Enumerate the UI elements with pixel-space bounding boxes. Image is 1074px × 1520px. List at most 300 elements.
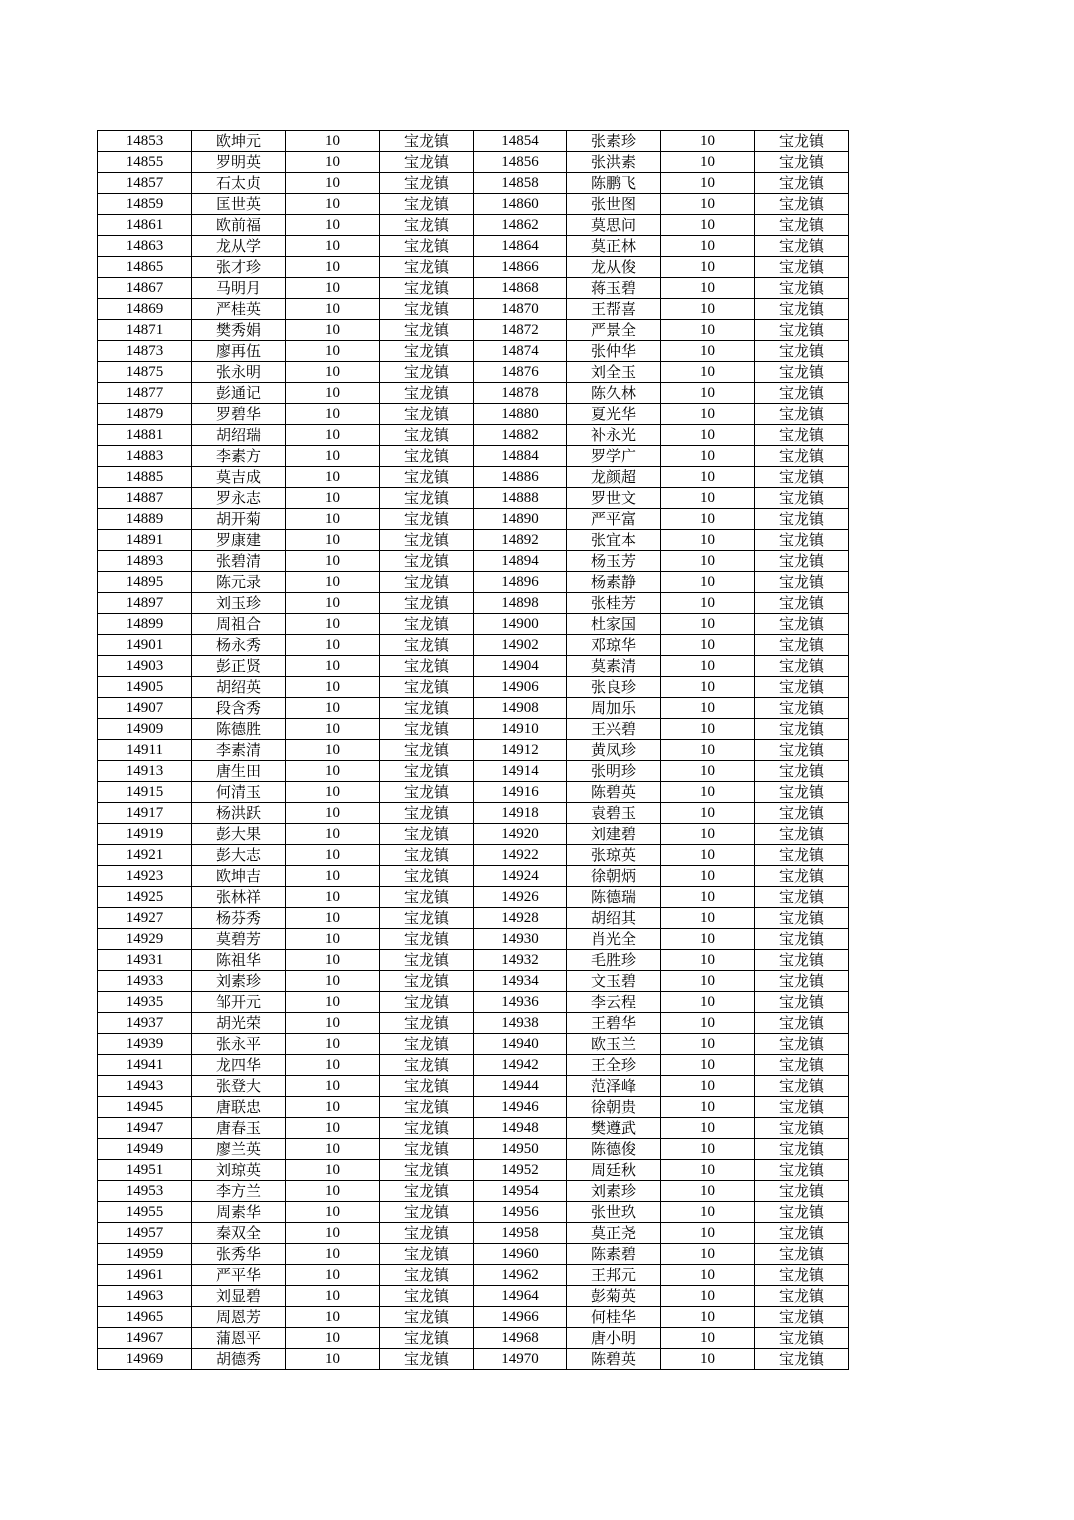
town-cell: 宝龙镇: [380, 1286, 474, 1307]
id-cell: 14888: [474, 488, 567, 509]
town-cell: 宝龙镇: [755, 404, 849, 425]
id-cell: 14965: [98, 1307, 192, 1328]
id-cell: 14867: [98, 278, 192, 299]
town-cell: 宝龙镇: [755, 131, 849, 152]
table-row: [98, 1223, 849, 1244]
table-row: [98, 488, 849, 509]
name-cell: 张世玖: [567, 1202, 661, 1223]
table-row: [98, 425, 849, 446]
town-cell: 宝龙镇: [380, 215, 474, 236]
value-cell: 10: [286, 572, 380, 593]
value-cell: 10: [286, 1328, 380, 1349]
town-cell: 宝龙镇: [755, 1223, 849, 1244]
name-cell: 龙从俊: [567, 257, 661, 278]
value-cell: 10: [286, 1139, 380, 1160]
name-cell: 莫素清: [567, 656, 661, 677]
value-cell: 10: [661, 509, 755, 530]
name-cell: 周加乐: [567, 698, 661, 719]
town-cell: 宝龙镇: [755, 509, 849, 530]
name-cell: 杨洪跃: [192, 803, 286, 824]
town-cell: 宝龙镇: [755, 278, 849, 299]
table-row: [98, 1118, 849, 1139]
town-cell: 宝龙镇: [755, 719, 849, 740]
value-cell: 10: [661, 824, 755, 845]
table-row: [98, 320, 849, 341]
town-cell: 宝龙镇: [380, 866, 474, 887]
value-cell: 10: [286, 803, 380, 824]
name-cell: 刘素珍: [192, 971, 286, 992]
id-cell: 14869: [98, 299, 192, 320]
value-cell: 10: [661, 551, 755, 572]
town-cell: 宝龙镇: [755, 740, 849, 761]
name-cell: 唐春玉: [192, 1118, 286, 1139]
id-cell: 14959: [98, 1244, 192, 1265]
table-row: [98, 803, 849, 824]
name-cell: 邹开元: [192, 992, 286, 1013]
town-cell: 宝龙镇: [755, 215, 849, 236]
name-cell: 罗明英: [192, 152, 286, 173]
value-cell: 10: [286, 194, 380, 215]
name-cell: 杜家国: [567, 614, 661, 635]
town-cell: 宝龙镇: [755, 614, 849, 635]
value-cell: 10: [661, 1328, 755, 1349]
id-cell: 14860: [474, 194, 567, 215]
id-cell: 14954: [474, 1181, 567, 1202]
town-cell: 宝龙镇: [755, 1097, 849, 1118]
value-cell: 10: [286, 215, 380, 236]
id-cell: 14892: [474, 530, 567, 551]
table-row: [98, 1286, 849, 1307]
value-cell: 10: [661, 740, 755, 761]
table-row: [98, 656, 849, 677]
town-cell: 宝龙镇: [380, 278, 474, 299]
name-cell: 胡绍英: [192, 677, 286, 698]
id-cell: 14897: [98, 593, 192, 614]
name-cell: 杨芬秀: [192, 908, 286, 929]
name-cell: 严桂英: [192, 299, 286, 320]
name-cell: 周素华: [192, 1202, 286, 1223]
id-cell: 14910: [474, 719, 567, 740]
id-cell: 14902: [474, 635, 567, 656]
town-cell: 宝龙镇: [755, 194, 849, 215]
id-cell: 14948: [474, 1118, 567, 1139]
id-cell: 14873: [98, 341, 192, 362]
town-cell: 宝龙镇: [380, 341, 474, 362]
town-cell: 宝龙镇: [755, 1265, 849, 1286]
name-cell: 龙从学: [192, 236, 286, 257]
table-row: [98, 614, 849, 635]
town-cell: 宝龙镇: [380, 1328, 474, 1349]
town-cell: 宝龙镇: [380, 1013, 474, 1034]
town-cell: 宝龙镇: [755, 152, 849, 173]
value-cell: 10: [661, 950, 755, 971]
value-cell: 10: [286, 425, 380, 446]
id-cell: 14922: [474, 845, 567, 866]
value-cell: 10: [286, 845, 380, 866]
name-cell: 王全珍: [567, 1055, 661, 1076]
name-cell: 刘显碧: [192, 1286, 286, 1307]
table-row: [98, 719, 849, 740]
name-cell: 唐小明: [567, 1328, 661, 1349]
id-cell: 14967: [98, 1328, 192, 1349]
id-cell: 14952: [474, 1160, 567, 1181]
name-cell: 杨玉芳: [567, 551, 661, 572]
town-cell: 宝龙镇: [380, 1265, 474, 1286]
name-cell: 匡世英: [192, 194, 286, 215]
id-cell: 14909: [98, 719, 192, 740]
name-cell: 彭通记: [192, 383, 286, 404]
name-cell: 罗康建: [192, 530, 286, 551]
name-cell: 邓琼华: [567, 635, 661, 656]
id-cell: 14878: [474, 383, 567, 404]
name-cell: 罗永志: [192, 488, 286, 509]
town-cell: 宝龙镇: [380, 1139, 474, 1160]
id-cell: 14856: [474, 152, 567, 173]
name-cell: 张洪素: [567, 152, 661, 173]
name-cell: 刘玉珍: [192, 593, 286, 614]
name-cell: 马明月: [192, 278, 286, 299]
town-cell: 宝龙镇: [380, 656, 474, 677]
town-cell: 宝龙镇: [755, 299, 849, 320]
value-cell: 10: [661, 404, 755, 425]
value-cell: 10: [661, 1013, 755, 1034]
town-cell: 宝龙镇: [380, 194, 474, 215]
id-cell: 14879: [98, 404, 192, 425]
value-cell: 10: [286, 1223, 380, 1244]
name-cell: 陈元录: [192, 572, 286, 593]
town-cell: 宝龙镇: [755, 1160, 849, 1181]
value-cell: 10: [661, 1202, 755, 1223]
id-cell: 14927: [98, 908, 192, 929]
id-cell: 14854: [474, 131, 567, 152]
name-cell: 陈祖华: [192, 950, 286, 971]
id-cell: 14876: [474, 362, 567, 383]
name-cell: 罗学广: [567, 446, 661, 467]
table-row: [98, 1055, 849, 1076]
id-cell: 14870: [474, 299, 567, 320]
town-cell: 宝龙镇: [755, 992, 849, 1013]
id-cell: 14939: [98, 1034, 192, 1055]
value-cell: 10: [661, 131, 755, 152]
value-cell: 10: [661, 971, 755, 992]
value-cell: 10: [661, 446, 755, 467]
name-cell: 毛胜珍: [567, 950, 661, 971]
value-cell: 10: [661, 887, 755, 908]
name-cell: 张素珍: [567, 131, 661, 152]
table-row: [98, 572, 849, 593]
value-cell: 10: [661, 866, 755, 887]
town-cell: 宝龙镇: [755, 1139, 849, 1160]
value-cell: 10: [661, 614, 755, 635]
id-cell: 14868: [474, 278, 567, 299]
value-cell: 10: [661, 1118, 755, 1139]
town-cell: 宝龙镇: [380, 1223, 474, 1244]
town-cell: 宝龙镇: [380, 383, 474, 404]
id-cell: 14935: [98, 992, 192, 1013]
name-cell: 胡开菊: [192, 509, 286, 530]
name-cell: 陈素碧: [567, 1244, 661, 1265]
town-cell: 宝龙镇: [380, 803, 474, 824]
town-cell: 宝龙镇: [380, 635, 474, 656]
town-cell: 宝龙镇: [380, 593, 474, 614]
town-cell: 宝龙镇: [380, 845, 474, 866]
value-cell: 10: [286, 1076, 380, 1097]
value-cell: 10: [286, 551, 380, 572]
name-cell: 严平富: [567, 509, 661, 530]
id-cell: 14865: [98, 257, 192, 278]
id-cell: 14970: [474, 1349, 567, 1370]
town-cell: 宝龙镇: [380, 425, 474, 446]
name-cell: 张明珍: [567, 761, 661, 782]
name-cell: 严景全: [567, 320, 661, 341]
name-cell: 欧前福: [192, 215, 286, 236]
id-cell: 14938: [474, 1013, 567, 1034]
name-cell: 李方兰: [192, 1181, 286, 1202]
table-row: [98, 194, 849, 215]
id-cell: 14898: [474, 593, 567, 614]
id-cell: 14863: [98, 236, 192, 257]
value-cell: 10: [661, 341, 755, 362]
id-cell: 14957: [98, 1223, 192, 1244]
name-cell: 张永平: [192, 1034, 286, 1055]
name-cell: 莫碧芳: [192, 929, 286, 950]
name-cell: 廖再伍: [192, 341, 286, 362]
town-cell: 宝龙镇: [755, 1286, 849, 1307]
table-row: [98, 1160, 849, 1181]
id-cell: 14955: [98, 1202, 192, 1223]
town-cell: 宝龙镇: [380, 824, 474, 845]
id-cell: 14921: [98, 845, 192, 866]
id-cell: 14953: [98, 1181, 192, 1202]
name-cell: 杨永秀: [192, 635, 286, 656]
town-cell: 宝龙镇: [380, 530, 474, 551]
name-cell: 欧坤元: [192, 131, 286, 152]
id-cell: 14949: [98, 1139, 192, 1160]
name-cell: 张才珍: [192, 257, 286, 278]
value-cell: 10: [286, 761, 380, 782]
town-cell: 宝龙镇: [380, 971, 474, 992]
value-cell: 10: [661, 173, 755, 194]
table-row: [98, 971, 849, 992]
id-cell: 14900: [474, 614, 567, 635]
table-row: [98, 1307, 849, 1328]
name-cell: 刘素珍: [567, 1181, 661, 1202]
value-cell: 10: [286, 908, 380, 929]
town-cell: 宝龙镇: [755, 824, 849, 845]
town-cell: 宝龙镇: [755, 236, 849, 257]
town-cell: 宝龙镇: [380, 1349, 474, 1370]
name-cell: 胡绍其: [567, 908, 661, 929]
id-cell: 14956: [474, 1202, 567, 1223]
name-cell: 欧坤吉: [192, 866, 286, 887]
value-cell: 10: [286, 698, 380, 719]
value-cell: 10: [286, 383, 380, 404]
name-cell: 陈鹏飞: [567, 173, 661, 194]
name-cell: 张宜本: [567, 530, 661, 551]
town-cell: 宝龙镇: [755, 1181, 849, 1202]
value-cell: 10: [286, 404, 380, 425]
town-cell: 宝龙镇: [380, 257, 474, 278]
id-cell: 14942: [474, 1055, 567, 1076]
town-cell: 宝龙镇: [755, 530, 849, 551]
town-cell: 宝龙镇: [380, 320, 474, 341]
table-row: [98, 908, 849, 929]
id-cell: 14901: [98, 635, 192, 656]
name-cell: 陈德俊: [567, 1139, 661, 1160]
id-cell: 14946: [474, 1097, 567, 1118]
id-cell: 14858: [474, 173, 567, 194]
table-row: [98, 1034, 849, 1055]
town-cell: 宝龙镇: [755, 803, 849, 824]
id-cell: 14968: [474, 1328, 567, 1349]
name-cell: 唐联忠: [192, 1097, 286, 1118]
town-cell: 宝龙镇: [755, 845, 849, 866]
town-cell: 宝龙镇: [380, 992, 474, 1013]
town-cell: 宝龙镇: [755, 446, 849, 467]
name-cell: 李素方: [192, 446, 286, 467]
id-cell: 14947: [98, 1118, 192, 1139]
town-cell: 宝龙镇: [755, 1013, 849, 1034]
id-cell: 14961: [98, 1265, 192, 1286]
value-cell: 10: [661, 677, 755, 698]
town-cell: 宝龙镇: [755, 950, 849, 971]
value-cell: 10: [661, 1160, 755, 1181]
town-cell: 宝龙镇: [755, 383, 849, 404]
id-cell: 14912: [474, 740, 567, 761]
value-cell: 10: [661, 635, 755, 656]
town-cell: 宝龙镇: [755, 425, 849, 446]
town-cell: 宝龙镇: [380, 572, 474, 593]
name-cell: 石太贞: [192, 173, 286, 194]
name-cell: 补永光: [567, 425, 661, 446]
id-cell: 14907: [98, 698, 192, 719]
id-cell: 14911: [98, 740, 192, 761]
id-cell: 14934: [474, 971, 567, 992]
town-cell: 宝龙镇: [755, 677, 849, 698]
table-row: [98, 929, 849, 950]
id-cell: 14928: [474, 908, 567, 929]
value-cell: 10: [286, 1013, 380, 1034]
name-cell: 刘全玉: [567, 362, 661, 383]
table-row: [98, 1139, 849, 1160]
table-row: [98, 866, 849, 887]
value-cell: 10: [286, 950, 380, 971]
name-cell: 彭正贤: [192, 656, 286, 677]
name-cell: 张林祥: [192, 887, 286, 908]
name-cell: 徐朝贵: [567, 1097, 661, 1118]
town-cell: 宝龙镇: [380, 761, 474, 782]
town-cell: 宝龙镇: [755, 1244, 849, 1265]
name-cell: 张登大: [192, 1076, 286, 1097]
table-row: [98, 362, 849, 383]
value-cell: 10: [286, 299, 380, 320]
table-row: [98, 887, 849, 908]
id-cell: 14904: [474, 656, 567, 677]
name-cell: 罗碧华: [192, 404, 286, 425]
town-cell: 宝龙镇: [755, 593, 849, 614]
value-cell: 10: [286, 1181, 380, 1202]
name-cell: 莫正尧: [567, 1223, 661, 1244]
id-cell: 14883: [98, 446, 192, 467]
name-cell: 蒲恩平: [192, 1328, 286, 1349]
town-cell: 宝龙镇: [380, 236, 474, 257]
town-cell: 宝龙镇: [755, 1349, 849, 1370]
name-cell: 王碧华: [567, 1013, 661, 1034]
value-cell: 10: [286, 1286, 380, 1307]
table-row: [98, 1097, 849, 1118]
id-cell: 14872: [474, 320, 567, 341]
id-cell: 14963: [98, 1286, 192, 1307]
name-cell: 段含秀: [192, 698, 286, 719]
table-row: [98, 299, 849, 320]
table-row: [98, 278, 849, 299]
id-cell: 14941: [98, 1055, 192, 1076]
town-cell: 宝龙镇: [755, 698, 849, 719]
name-cell: 严平华: [192, 1265, 286, 1286]
id-cell: 14857: [98, 173, 192, 194]
id-cell: 14885: [98, 467, 192, 488]
table-row: [98, 257, 849, 278]
id-cell: 14859: [98, 194, 192, 215]
name-cell: 刘建碧: [567, 824, 661, 845]
table-row: [98, 845, 849, 866]
table-row: [98, 152, 849, 173]
name-cell: 樊秀娟: [192, 320, 286, 341]
id-cell: 14943: [98, 1076, 192, 1097]
name-cell: 张桂芳: [567, 593, 661, 614]
table-row: [98, 1202, 849, 1223]
table-row: [98, 467, 849, 488]
id-cell: 14862: [474, 215, 567, 236]
table-row: [98, 551, 849, 572]
value-cell: 10: [286, 992, 380, 1013]
town-cell: 宝龙镇: [380, 1307, 474, 1328]
name-cell: 张良珍: [567, 677, 661, 698]
table-row: [98, 1013, 849, 1034]
town-cell: 宝龙镇: [380, 677, 474, 698]
id-cell: 14871: [98, 320, 192, 341]
table-row: [98, 782, 849, 803]
value-cell: 10: [286, 782, 380, 803]
table-row: [98, 824, 849, 845]
value-cell: 10: [286, 971, 380, 992]
id-cell: 14894: [474, 551, 567, 572]
id-cell: 14914: [474, 761, 567, 782]
id-cell: 14964: [474, 1286, 567, 1307]
value-cell: 10: [286, 278, 380, 299]
town-cell: 宝龙镇: [755, 761, 849, 782]
id-cell: 14874: [474, 341, 567, 362]
value-cell: 10: [661, 278, 755, 299]
town-cell: 宝龙镇: [380, 740, 474, 761]
name-cell: 樊遵武: [567, 1118, 661, 1139]
town-cell: 宝龙镇: [755, 1034, 849, 1055]
data-table: [97, 130, 849, 1370]
id-cell: 14866: [474, 257, 567, 278]
table-row: [98, 1265, 849, 1286]
id-cell: 14880: [474, 404, 567, 425]
name-cell: 廖兰英: [192, 1139, 286, 1160]
value-cell: 10: [286, 530, 380, 551]
id-cell: 14932: [474, 950, 567, 971]
name-cell: 彭大志: [192, 845, 286, 866]
value-cell: 10: [661, 782, 755, 803]
table-row: [98, 173, 849, 194]
town-cell: 宝龙镇: [380, 1076, 474, 1097]
name-cell: 张仲华: [567, 341, 661, 362]
id-cell: 14886: [474, 467, 567, 488]
value-cell: 10: [661, 467, 755, 488]
